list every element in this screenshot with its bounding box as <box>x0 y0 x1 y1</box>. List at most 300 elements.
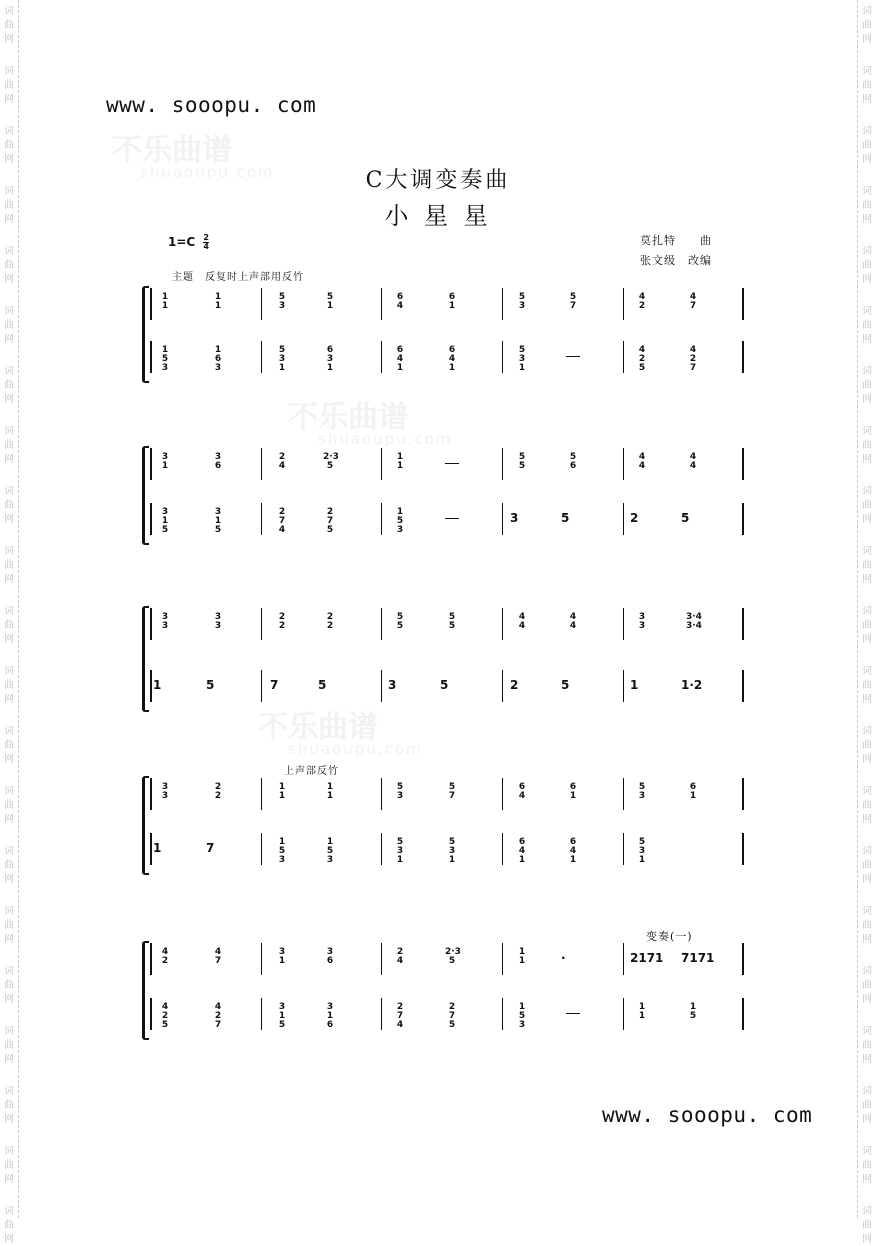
note-digit: 3 <box>161 363 169 373</box>
barline <box>742 998 744 1030</box>
note-chord <box>515 610 529 631</box>
note-chord <box>635 450 649 471</box>
barline <box>502 833 503 865</box>
note-digit: 3 <box>161 621 169 631</box>
note-digit: 2 <box>638 301 646 311</box>
note-chord <box>686 610 700 631</box>
background-watermark-url: shuaoupu.com <box>318 430 453 448</box>
note-chord <box>440 679 474 691</box>
note-digit: 3 <box>214 452 222 462</box>
note-digit: 1 <box>161 461 169 471</box>
note-digit: 1 <box>214 516 222 526</box>
note-chord <box>445 780 459 801</box>
sidebar-watermark-char: 曲 <box>862 20 872 31</box>
barline <box>502 943 503 975</box>
barline <box>742 503 744 535</box>
note-digit: 5 <box>638 363 646 373</box>
note-digit: 6 <box>396 292 404 302</box>
note-digit: 5 <box>161 525 169 535</box>
barline <box>502 998 503 1030</box>
sidebar-watermark-char: 网 <box>4 154 14 165</box>
barline <box>381 448 382 480</box>
note-digit: 3 <box>326 354 334 364</box>
sidebar-watermark-char: 词 <box>862 126 872 137</box>
note-chord <box>686 780 700 801</box>
sidebar-watermark-char: 曲 <box>862 80 872 91</box>
barline <box>150 288 152 320</box>
note-chord <box>393 505 407 535</box>
sidebar-watermark-char: 网 <box>4 514 14 525</box>
note-digit: 5 <box>448 612 456 622</box>
barline <box>150 998 152 1030</box>
note-chord <box>275 780 289 801</box>
note-digit: 2 <box>278 507 286 517</box>
note-digit: 2 <box>214 791 222 801</box>
note-digit: 3 <box>278 354 286 364</box>
note-chord <box>211 610 225 631</box>
note-digit: 1 <box>326 363 334 373</box>
note-digit: 3 <box>396 846 404 856</box>
system-brace <box>142 446 149 545</box>
note-digit: 3 <box>214 621 222 631</box>
note-chord <box>393 835 407 865</box>
barline <box>623 448 624 480</box>
note-digit: 1 <box>396 855 404 865</box>
note-digit: 5 <box>278 846 286 856</box>
sidebar-watermark-char: 曲 <box>4 1220 14 1231</box>
sidebar-watermark-char: 曲 <box>4 680 14 691</box>
barline <box>381 341 382 373</box>
note-chord <box>323 945 337 966</box>
sidebar-watermark-char: 词 <box>4 6 14 17</box>
sidebar-watermark-char: 曲 <box>4 80 14 91</box>
note-digit: 1 <box>214 345 222 355</box>
sidebar-watermark-char: 词 <box>4 426 14 437</box>
note-digit: 3 <box>214 363 222 373</box>
sidebar-watermark-char: 网 <box>862 694 872 705</box>
barline <box>261 288 262 320</box>
note-digit: 4 <box>396 301 404 311</box>
sidebar-watermark-char: 网 <box>4 1174 14 1185</box>
note-chord <box>323 610 337 631</box>
note-digit: 4 <box>161 947 169 957</box>
barline <box>150 943 152 975</box>
note-digit: 1 <box>161 345 169 355</box>
note-digit: 3 <box>518 301 526 311</box>
sidebar-watermark-char: 曲 <box>862 200 872 211</box>
sidebar-watermark-char: 网 <box>4 1234 14 1245</box>
note-chord <box>158 1000 172 1030</box>
note-digit: 1 <box>161 292 169 302</box>
sustain-dash <box>445 463 459 464</box>
note-digit: 1 <box>689 791 697 801</box>
note-chord <box>566 610 580 631</box>
note-chord <box>515 290 529 311</box>
note-chord <box>445 1000 459 1030</box>
sidebar-watermark-char: 曲 <box>862 320 872 331</box>
note-digit: 5 <box>448 837 456 847</box>
barline <box>261 943 262 975</box>
note-digit: 5 <box>278 1020 286 1030</box>
sidebar-watermark-char: 曲 <box>862 380 872 391</box>
note-digit: · <box>561 951 566 965</box>
note-digit: 1 <box>161 301 169 311</box>
note-chord <box>515 945 529 966</box>
sidebar-watermark-char: 曲 <box>4 320 14 331</box>
note-digit: 7171 <box>681 951 715 965</box>
barline <box>261 503 262 535</box>
sidebar-watermark-char: 曲 <box>4 920 14 931</box>
note-digit: 5 <box>396 612 404 622</box>
note-chord <box>388 679 422 691</box>
sidebar-watermark-char: 网 <box>862 514 872 525</box>
barline <box>381 288 382 320</box>
note-chord <box>270 679 304 691</box>
note-digit: 1 <box>278 782 286 792</box>
barline <box>381 998 382 1030</box>
note-digit: 5 <box>161 354 169 364</box>
note-chord <box>510 512 544 524</box>
sidebar-watermark-char: 词 <box>4 126 14 137</box>
sidebar-watermark-char: 词 <box>862 1206 872 1217</box>
arranger-credit: 张文级 改编 <box>640 254 712 267</box>
note-digit: 1 <box>396 461 404 471</box>
note-digit: 6 <box>326 956 334 966</box>
sidebar-watermark-char: 网 <box>862 154 872 165</box>
note-digit: 1 <box>396 452 404 462</box>
sidebar-watermark-char: 网 <box>4 574 14 585</box>
note-digit: 3 <box>448 846 456 856</box>
site-link-top[interactable]: www. sooopu. com <box>106 93 317 117</box>
barline <box>623 288 624 320</box>
note-chord <box>630 952 664 964</box>
note-digit: 6 <box>396 345 404 355</box>
note-digit: 4 <box>518 612 526 622</box>
note-digit: 2 <box>396 947 404 957</box>
sidebar-watermark-char: 曲 <box>862 920 872 931</box>
note-digit: 6 <box>448 292 456 302</box>
barline <box>742 608 744 640</box>
note-chord <box>566 780 580 801</box>
note-digit: 2 <box>689 354 697 364</box>
background-watermark: 不乐曲谱 <box>258 710 378 745</box>
note-digit: 3 <box>326 1002 334 1012</box>
note-digit: 3 <box>326 855 334 865</box>
note-digit: 7 <box>569 301 577 311</box>
sidebar-watermark-char: 词 <box>862 846 872 857</box>
note-chord <box>445 343 459 373</box>
note-chord <box>686 450 700 471</box>
note-chord <box>635 610 649 631</box>
note-digit: 2·3 <box>323 452 339 462</box>
note-digit: 3 <box>278 947 286 957</box>
barline <box>381 943 382 975</box>
note-digit: 5 <box>448 956 456 966</box>
note-chord <box>393 1000 407 1030</box>
sidebar-watermark-char: 曲 <box>4 980 14 991</box>
system-brace <box>142 606 149 712</box>
sidebar-watermark-char: 曲 <box>4 440 14 451</box>
sidebar-watermark-char: 曲 <box>4 620 14 631</box>
note-digit: 1 <box>630 678 639 692</box>
note-digit: 3 <box>510 511 519 525</box>
sidebar-watermark-char: 网 <box>4 1114 14 1125</box>
note-chord <box>211 290 225 311</box>
note-chord <box>158 780 172 801</box>
background-watermark: 不乐曲谱 <box>288 400 408 435</box>
note-digit: 2 <box>161 956 169 966</box>
note-digit: 5 <box>689 1011 697 1021</box>
sidebar-watermark-char: 词 <box>4 486 14 497</box>
note-digit: 5 <box>161 1020 169 1030</box>
note-digit: 5 <box>518 345 526 355</box>
note-chord <box>158 290 172 311</box>
note-chord <box>393 780 407 801</box>
sidebar-watermark-char: 网 <box>862 874 872 885</box>
sidebar-watermark-char: 词 <box>862 966 872 977</box>
note-chord <box>158 505 172 535</box>
system-brace <box>142 941 149 1040</box>
note-digit: 2 <box>326 507 334 517</box>
note-digit: 4 <box>569 621 577 631</box>
sidebar-watermark-char: 曲 <box>862 1100 872 1111</box>
sidebar-watermark-char: 词 <box>862 246 872 257</box>
note-chord <box>323 343 337 373</box>
note-digit: 3 <box>278 301 286 311</box>
barline <box>742 943 744 975</box>
note-chord <box>561 952 595 964</box>
note-digit: 5 <box>561 511 570 525</box>
barline <box>623 833 624 865</box>
note-digit: 1 <box>278 363 286 373</box>
note-digit: 4 <box>278 525 286 535</box>
note-chord <box>275 290 289 311</box>
barline <box>261 670 262 702</box>
note-chord <box>393 945 407 966</box>
sidebar-watermark-char: 网 <box>862 94 872 105</box>
barline <box>742 833 744 865</box>
note-digit: 5 <box>396 621 404 631</box>
note-chord <box>686 343 700 373</box>
note-digit: 1 <box>396 363 404 373</box>
background-watermark-url: shuaoupu.com <box>140 163 275 181</box>
sidebar-watermark-char: 网 <box>862 574 872 585</box>
note-digit: 1 <box>638 1011 646 1021</box>
note-chord <box>445 290 459 311</box>
note-digit: 3·4 <box>686 621 702 631</box>
note-digit: 4 <box>638 461 646 471</box>
note-digit: 1 <box>214 301 222 311</box>
barline <box>150 833 152 865</box>
sidebar-watermark-char: 网 <box>4 754 14 765</box>
note-chord <box>275 1000 289 1030</box>
upper-octave-annotation: 上声部反竹 <box>284 766 339 777</box>
barline <box>261 778 262 810</box>
sidebar-watermark-char: 词 <box>4 66 14 77</box>
note-digit: 6 <box>569 461 577 471</box>
sidebar-watermark-char: 曲 <box>862 1040 872 1051</box>
sidebar-watermark-char: 词 <box>4 906 14 917</box>
note-digit: 4 <box>689 292 697 302</box>
sidebar-watermark-char: 词 <box>862 306 872 317</box>
note-digit: 3·4 <box>686 612 702 622</box>
note-chord <box>630 512 664 524</box>
sidebar-watermark-char: 曲 <box>4 500 14 511</box>
sidebar-watermark-char: 词 <box>4 546 14 557</box>
sidebar-watermark-char: 词 <box>862 726 872 737</box>
sidebar-watermark-char: 网 <box>862 814 872 825</box>
sidebar-watermark-char: 曲 <box>4 200 14 211</box>
note-digit: 7 <box>214 1020 222 1030</box>
barline <box>502 288 503 320</box>
note-digit: 2 <box>214 782 222 792</box>
note-chord <box>566 450 580 471</box>
composer-credit: 莫扎特 曲 <box>640 234 712 247</box>
note-digit: 1 <box>326 301 334 311</box>
sidebar-watermark-char: 网 <box>4 274 14 285</box>
sidebar-watermark-char: 词 <box>4 186 14 197</box>
sidebar-watermark-char: 词 <box>4 1206 14 1217</box>
note-digit: 5 <box>518 1011 526 1021</box>
barline <box>502 608 503 640</box>
sidebar-watermark-char: 网 <box>862 214 872 225</box>
note-digit: 1 <box>448 855 456 865</box>
note-chord <box>323 290 337 311</box>
note-digit: 1 <box>278 956 286 966</box>
note-digit: 1 <box>214 292 222 302</box>
meter-bottom: 4 <box>203 242 209 251</box>
note-digit: 4 <box>638 292 646 302</box>
note-digit: 3 <box>638 791 646 801</box>
sidebar-watermark-char: 词 <box>862 6 872 17</box>
note-chord <box>393 450 407 471</box>
note-digit: 6 <box>214 354 222 364</box>
note-digit: 5 <box>569 452 577 462</box>
note-digit: 3 <box>518 354 526 364</box>
sidebar-watermark-char: 网 <box>862 934 872 945</box>
sidebar-watermark-char: 网 <box>4 814 14 825</box>
note-digit: 6 <box>569 837 577 847</box>
note-digit: 2 <box>278 621 286 631</box>
note-digit: 3 <box>638 621 646 631</box>
note-chord <box>323 1000 337 1030</box>
theme-annotation: 主题 反复时上声部用反竹 <box>172 272 304 283</box>
note-digit: 2 <box>638 354 646 364</box>
sidebar-watermark-char: 曲 <box>862 500 872 511</box>
sidebar-watermark-char: 曲 <box>4 380 14 391</box>
note-chord <box>630 679 664 691</box>
note-digit: 3 <box>214 507 222 517</box>
note-chord <box>206 842 240 854</box>
barline <box>623 943 624 975</box>
note-digit: 5 <box>396 516 404 526</box>
note-chord <box>275 610 289 631</box>
barline <box>150 670 152 702</box>
note-digit: 6 <box>448 345 456 355</box>
barline <box>623 341 624 373</box>
note-digit: 4 <box>278 461 286 471</box>
barline <box>623 670 624 702</box>
sidebar-watermark-char: 曲 <box>4 1160 14 1171</box>
site-link-bottom[interactable]: www. sooopu. com <box>602 1103 813 1127</box>
note-chord <box>686 1000 700 1021</box>
note-chord <box>211 945 225 966</box>
barline <box>381 833 382 865</box>
note-digit: 1 <box>569 855 577 865</box>
note-chord <box>158 343 172 373</box>
sidebar-watermark-char: 网 <box>4 394 14 405</box>
note-chord <box>635 343 649 373</box>
sidebar-watermark-char: 网 <box>862 994 872 1005</box>
sidebar-watermark-char: 词 <box>862 786 872 797</box>
note-chord <box>323 835 337 865</box>
sustain-dash <box>445 518 459 519</box>
barline <box>150 503 152 535</box>
note-digit: 2 <box>396 1002 404 1012</box>
note-digit: 5 <box>278 345 286 355</box>
note-digit: 4 <box>448 354 456 364</box>
sidebar-watermark-char: 词 <box>4 666 14 677</box>
note-digit: 4 <box>638 452 646 462</box>
note-digit: 5 <box>638 782 646 792</box>
sidebar-watermark-char: 曲 <box>4 140 14 151</box>
note-digit: 5 <box>326 292 334 302</box>
sidebar-watermark-char: 网 <box>862 754 872 765</box>
sustain-dash <box>566 356 580 357</box>
note-chord <box>635 780 649 801</box>
note-chord <box>635 290 649 311</box>
sidebar-watermark-char: 网 <box>862 1114 872 1125</box>
note-digit: 3 <box>161 791 169 801</box>
sidebar-watermark-char: 曲 <box>862 620 872 631</box>
note-digit: 7 <box>278 516 286 526</box>
sidebar-watermark-char: 网 <box>4 34 14 45</box>
note-digit: 1 <box>638 1002 646 1012</box>
note-digit: 1 <box>518 947 526 957</box>
note-digit: 1 <box>518 363 526 373</box>
note-chord <box>445 835 459 865</box>
note-digit: 5 <box>569 292 577 302</box>
sidebar-watermark-char: 网 <box>4 94 14 105</box>
variation-annotation: 变奏(一) <box>646 930 693 943</box>
meter-top: 2 <box>203 233 209 242</box>
barline <box>261 998 262 1030</box>
note-chord <box>153 842 187 854</box>
note-chord <box>153 679 187 691</box>
sidebar-watermark-char: 曲 <box>862 260 872 271</box>
note-digit: 6 <box>518 782 526 792</box>
note-chord <box>275 450 289 471</box>
sidebar-watermark-char: 网 <box>4 454 14 465</box>
note-digit: 5 <box>518 452 526 462</box>
note-digit: 7 <box>270 678 279 692</box>
note-digit: 3 <box>388 678 397 692</box>
sidebar-watermark-char: 词 <box>862 546 872 557</box>
sidebar-watermark-char: 曲 <box>862 980 872 991</box>
note-chord <box>318 679 352 691</box>
sidebar-watermark-char: 曲 <box>4 260 14 271</box>
note-chord <box>515 343 529 373</box>
sidebar-watermark-char: 曲 <box>4 560 14 571</box>
system-brace <box>142 776 149 875</box>
barline <box>742 288 744 320</box>
sidebar-watermark-char: 曲 <box>862 1220 872 1231</box>
sidebar-watermark-char: 曲 <box>862 560 872 571</box>
note-digit: 7 <box>689 301 697 311</box>
barline <box>623 608 624 640</box>
note-digit: 7 <box>214 956 222 966</box>
note-chord <box>515 450 529 471</box>
